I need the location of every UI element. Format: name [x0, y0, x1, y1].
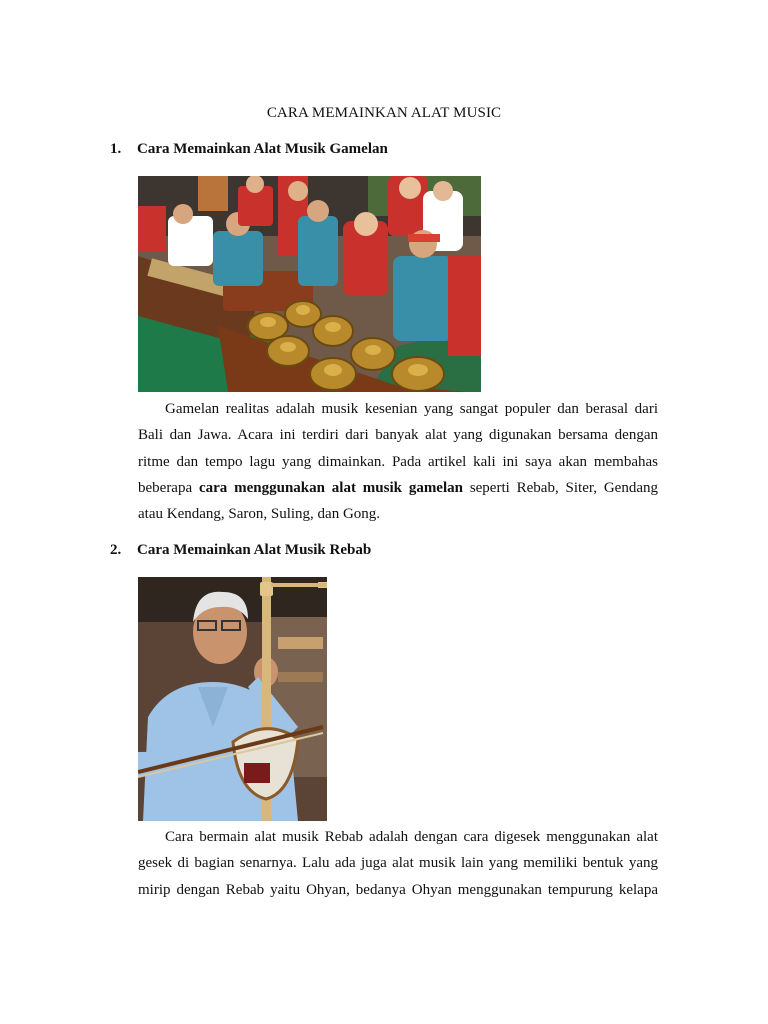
rebab-photo — [138, 577, 327, 821]
rebab-paragraph: Cara bermain alat musik Rebab adalah dengan cara digesek menggunakan alat gesek di bagian senarnya. Lalu ada juga alat musik lain yang memiliki bentuk yang mirip dengan Rebab yaitu Ohyan, bedanya Ohyan menggunakan tempurung kelapa — [138, 829, 658, 898]
bold-phrase: cara menggunakan alat musik gamelan — [198, 479, 463, 496]
section-heading-gamelan — [110, 141, 388, 158]
section-heading-rebab — [110, 542, 371, 559]
page-title: CARA MEMAINKAN ALAT MUSIC — [266, 105, 502, 121]
section-number: 1. — [110, 141, 122, 157]
gamelan-photo — [138, 176, 481, 392]
section-heading-text: Cara Memainkan Alat Musik Gamelan — [137, 141, 388, 157]
gamelan-paragraph: Gamelan realitas adalah musik kesenian yang sangat populer dan berasal dari Bali dan Jawa. Acara ini terdiri dari banyak alat yang digunakan bersama dengan ritme dan tempo lagu yang dimainkan. Pada artikel kali ini saya akan membahas beberapa cara menggunakan alat musik gamelan seperti Rebab, Siter, Gendang atau Kendang, Saron, Suling, dan Gong. — [138, 401, 658, 523]
section-number: 2. — [110, 542, 122, 558]
section-heading-text: Cara Memainkan Alat Musik Rebab — [137, 542, 372, 558]
